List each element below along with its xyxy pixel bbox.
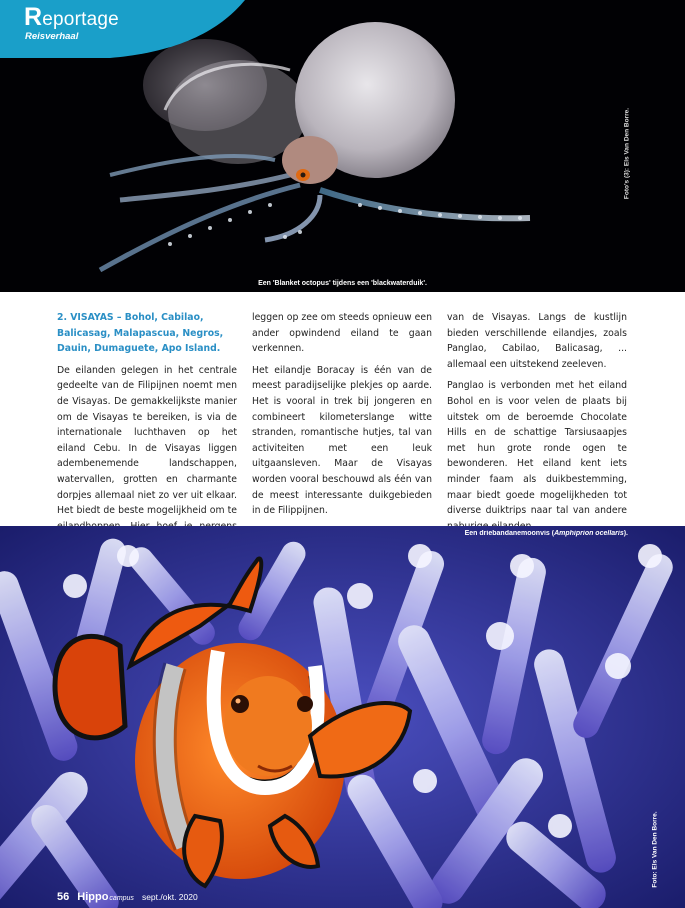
section-subtitle: Reisverhaal [25, 31, 79, 42]
paragraph: van de Visayas. Langs de kustlijn bieden verschillende eilandjes, zoals Panglao, Cabilao, Balicasag, ... allemaal een uitstekend zeeleven. [447, 312, 627, 370]
clownfish-illustration [0, 526, 685, 908]
article-body [57, 310, 630, 517]
article-column-1 [57, 310, 237, 556]
paragraph: Panglao is verbonden met het eiland Bohol en is voor velen de plaats bij uitstek om de beroemde Chocolate Hills en de schattige Tarsiusaapjes met hun grote ronde ogen te bewonderen. Het eiland kent iets minder faam als duikbestemming, maar biedt goede mogelijkheden tot diverse duiktrips naar tal van andere [447, 380, 627, 517]
photo-credit: Foto's (3): Els Van Den Borre. [623, 107, 631, 200]
clownfish-photo [0, 526, 685, 908]
magazine-subname: campus [109, 895, 134, 902]
photo-credit: Foto: Els Van Den Borre. [651, 811, 659, 888]
paragraph: De eilanden gelegen in het centrale gedeelte van de Filipijnen noemt men de Visayas. De gemakkelijkste manier om de Visayas te bereiken, is via de internationale luchthaven op het eiland Cebu. In de Visayas liggen adembenemende landschappen, watervallen, grotten en charmante dorpjes allemaal niet zo ver uit elkaar. Het biedt de beste mogelijkheid om te [57, 364, 237, 517]
magazine-name: Hippo [77, 891, 109, 903]
page-number: 56 [57, 891, 70, 903]
article-heading: 2. VISAYAS – Bohol, Cabilao, Balicasag, Malapascua, Negros, Dauin, Dumaguete, Apo Island. [57, 312, 224, 355]
section-title: Reportage [24, 3, 119, 31]
paragraph: Het eilandje Boracay is één van de meest paradijselijke plekjes op aarde. Het is vooral in trek bij jongeren en combineert kilometerslange witte stranden, romantische hutjes, tal van activiteiten met een leuk uitgaansleven. Maar de Visayas worden vooral beschouwd als één van de meest interessante duikgebieden in de Filippijnen. [252, 364, 432, 517]
paragraph: leggen op zee om steeds opnieuw een ander opwindend eiland te gaan verkennen. [252, 312, 432, 355]
page-footer [57, 891, 198, 907]
photo-caption: Een 'Blanket octopus' tijdens een 'blackwaterduik'. [258, 280, 427, 287]
photo-caption: Een driebandanemoonvis (Amphiprion ocellaris). [464, 530, 628, 537]
octopus-photo [0, 0, 685, 292]
issue-date: sept./okt. 2020 [141, 892, 198, 902]
